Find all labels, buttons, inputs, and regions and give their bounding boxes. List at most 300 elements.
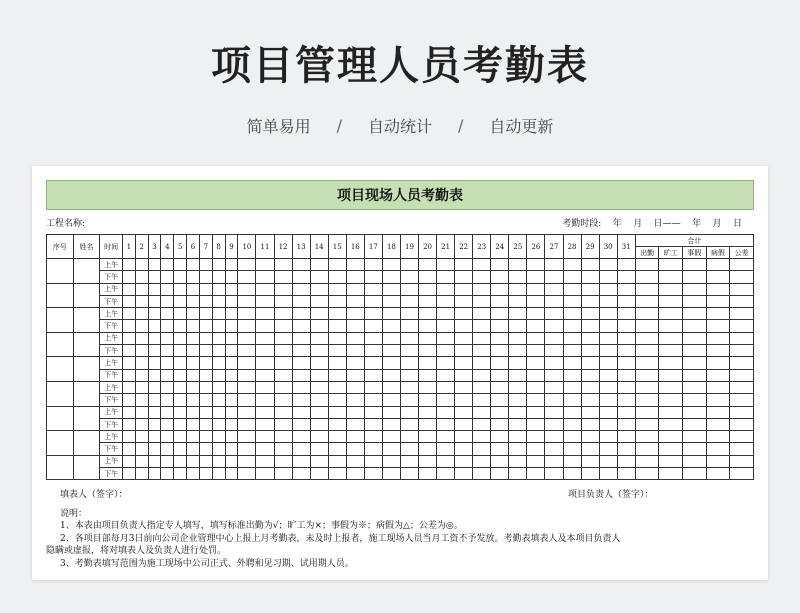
attendance-cell[interactable] [199, 443, 212, 455]
attendance-cell[interactable] [491, 320, 509, 332]
attendance-cell[interactable] [310, 320, 328, 332]
attendance-cell[interactable] [473, 259, 491, 271]
attendance-cell[interactable] [437, 431, 455, 443]
attendance-cell[interactable] [635, 259, 659, 271]
attendance-cell[interactable] [509, 308, 527, 320]
attendance-cell[interactable] [563, 406, 581, 418]
attendance-cell[interactable] [473, 406, 491, 418]
attendance-cell[interactable] [328, 308, 346, 320]
attendance-cell[interactable] [135, 394, 148, 406]
attendance-cell[interactable] [364, 320, 382, 332]
attendance-cell[interactable] [527, 443, 545, 455]
attendance-cell[interactable] [635, 431, 659, 443]
attendance-cell[interactable] [364, 259, 382, 271]
attendance-cell[interactable] [148, 455, 161, 467]
attendance-cell[interactable] [328, 295, 346, 307]
attendance-cell[interactable] [599, 418, 617, 430]
attendance-cell[interactable] [617, 394, 635, 406]
attendance-cell[interactable] [256, 394, 274, 406]
attendance-cell[interactable] [437, 259, 455, 271]
attendance-cell[interactable] [346, 369, 364, 381]
attendance-cell[interactable] [174, 443, 187, 455]
attendance-cell[interactable] [509, 369, 527, 381]
attendance-cell[interactable] [491, 369, 509, 381]
attendance-cell[interactable] [527, 259, 545, 271]
attendance-cell[interactable] [455, 283, 473, 295]
attendance-cell[interactable] [473, 271, 491, 283]
attendance-cell[interactable] [455, 259, 473, 271]
attendance-cell[interactable] [274, 369, 292, 381]
attendance-cell[interactable] [419, 345, 437, 357]
attendance-cell[interactable] [730, 345, 754, 357]
attendance-cell[interactable] [148, 406, 161, 418]
attendance-cell[interactable] [187, 468, 200, 480]
attendance-cell[interactable] [292, 332, 310, 344]
attendance-cell[interactable] [635, 369, 659, 381]
attendance-cell[interactable] [509, 381, 527, 393]
attendance-cell[interactable] [292, 369, 310, 381]
attendance-cell[interactable] [225, 283, 238, 295]
attendance-cell[interactable] [199, 259, 212, 271]
attendance-cell[interactable] [659, 468, 683, 480]
attendance-cell[interactable] [212, 271, 225, 283]
attendance-cell[interactable] [274, 320, 292, 332]
attendance-cell[interactable] [328, 369, 346, 381]
attendance-cell[interactable] [400, 320, 418, 332]
attendance-cell[interactable] [617, 271, 635, 283]
attendance-cell[interactable] [212, 455, 225, 467]
attendance-cell[interactable] [683, 394, 707, 406]
attendance-cell[interactable] [238, 443, 256, 455]
attendance-cell[interactable] [581, 381, 599, 393]
attendance-cell[interactable] [225, 308, 238, 320]
attendance-cell[interactable] [135, 369, 148, 381]
attendance-cell[interactable] [274, 271, 292, 283]
attendance-cell[interactable] [683, 283, 707, 295]
attendance-cell[interactable] [683, 259, 707, 271]
attendance-cell[interactable] [199, 283, 212, 295]
attendance-cell[interactable] [437, 369, 455, 381]
attendance-cell[interactable] [491, 418, 509, 430]
attendance-cell[interactable] [161, 431, 174, 443]
seq-cell[interactable] [47, 431, 74, 456]
attendance-cell[interactable] [187, 369, 200, 381]
attendance-cell[interactable] [437, 418, 455, 430]
attendance-cell[interactable] [659, 443, 683, 455]
attendance-cell[interactable] [455, 468, 473, 480]
name-cell[interactable] [73, 455, 100, 480]
attendance-cell[interactable] [730, 455, 754, 467]
attendance-cell[interactable] [310, 394, 328, 406]
attendance-cell[interactable] [161, 455, 174, 467]
attendance-cell[interactable] [527, 320, 545, 332]
attendance-cell[interactable] [274, 345, 292, 357]
attendance-cell[interactable] [238, 394, 256, 406]
attendance-cell[interactable] [161, 418, 174, 430]
attendance-cell[interactable] [187, 320, 200, 332]
attendance-cell[interactable] [225, 259, 238, 271]
attendance-cell[interactable] [455, 308, 473, 320]
attendance-cell[interactable] [238, 418, 256, 430]
attendance-cell[interactable] [122, 431, 135, 443]
attendance-cell[interactable] [364, 381, 382, 393]
attendance-cell[interactable] [274, 308, 292, 320]
attendance-cell[interactable] [346, 332, 364, 344]
attendance-cell[interactable] [509, 406, 527, 418]
attendance-cell[interactable] [122, 418, 135, 430]
attendance-cell[interactable] [545, 271, 563, 283]
attendance-cell[interactable] [491, 468, 509, 480]
attendance-cell[interactable] [382, 443, 400, 455]
attendance-cell[interactable] [563, 455, 581, 467]
attendance-cell[interactable] [382, 406, 400, 418]
attendance-cell[interactable] [328, 320, 346, 332]
attendance-cell[interactable] [256, 271, 274, 283]
attendance-cell[interactable] [683, 308, 707, 320]
attendance-cell[interactable] [683, 345, 707, 357]
attendance-cell[interactable] [364, 443, 382, 455]
attendance-cell[interactable] [382, 295, 400, 307]
attendance-cell[interactable] [509, 357, 527, 369]
attendance-cell[interactable] [545, 259, 563, 271]
attendance-cell[interactable] [659, 320, 683, 332]
attendance-cell[interactable] [683, 320, 707, 332]
attendance-cell[interactable] [382, 418, 400, 430]
attendance-cell[interactable] [437, 357, 455, 369]
attendance-cell[interactable] [346, 406, 364, 418]
attendance-cell[interactable] [473, 295, 491, 307]
attendance-cell[interactable] [187, 271, 200, 283]
attendance-cell[interactable] [473, 381, 491, 393]
attendance-cell[interactable] [187, 431, 200, 443]
attendance-cell[interactable] [225, 332, 238, 344]
attendance-cell[interactable] [238, 406, 256, 418]
attendance-cell[interactable] [419, 369, 437, 381]
attendance-cell[interactable] [310, 369, 328, 381]
attendance-cell[interactable] [292, 320, 310, 332]
attendance-cell[interactable] [274, 332, 292, 344]
attendance-cell[interactable] [225, 295, 238, 307]
attendance-cell[interactable] [346, 259, 364, 271]
attendance-cell[interactable] [581, 357, 599, 369]
attendance-cell[interactable] [706, 369, 730, 381]
attendance-cell[interactable] [473, 320, 491, 332]
attendance-cell[interactable] [174, 455, 187, 467]
attendance-cell[interactable] [238, 295, 256, 307]
attendance-cell[interactable] [187, 259, 200, 271]
attendance-cell[interactable] [199, 468, 212, 480]
attendance-cell[interactable] [400, 283, 418, 295]
attendance-cell[interactable] [310, 357, 328, 369]
attendance-cell[interactable] [310, 259, 328, 271]
attendance-cell[interactable] [256, 295, 274, 307]
attendance-cell[interactable] [364, 431, 382, 443]
attendance-cell[interactable] [419, 283, 437, 295]
attendance-cell[interactable] [364, 418, 382, 430]
attendance-cell[interactable] [256, 320, 274, 332]
attendance-cell[interactable] [148, 431, 161, 443]
attendance-cell[interactable] [545, 431, 563, 443]
attendance-cell[interactable] [212, 381, 225, 393]
attendance-cell[interactable] [148, 332, 161, 344]
attendance-cell[interactable] [563, 308, 581, 320]
attendance-cell[interactable] [509, 455, 527, 467]
attendance-cell[interactable] [527, 283, 545, 295]
attendance-cell[interactable] [491, 308, 509, 320]
attendance-cell[interactable] [419, 468, 437, 480]
attendance-cell[interactable] [122, 345, 135, 357]
attendance-cell[interactable] [199, 431, 212, 443]
attendance-cell[interactable] [238, 431, 256, 443]
attendance-cell[interactable] [148, 308, 161, 320]
attendance-cell[interactable] [659, 271, 683, 283]
attendance-cell[interactable] [491, 295, 509, 307]
attendance-cell[interactable] [135, 455, 148, 467]
attendance-cell[interactable] [346, 468, 364, 480]
attendance-cell[interactable] [346, 295, 364, 307]
attendance-cell[interactable] [310, 332, 328, 344]
attendance-cell[interactable] [161, 295, 174, 307]
attendance-cell[interactable] [328, 418, 346, 430]
attendance-cell[interactable] [274, 381, 292, 393]
attendance-cell[interactable] [135, 406, 148, 418]
attendance-cell[interactable] [545, 468, 563, 480]
attendance-cell[interactable] [635, 320, 659, 332]
attendance-cell[interactable] [256, 468, 274, 480]
attendance-cell[interactable] [509, 394, 527, 406]
attendance-cell[interactable] [256, 283, 274, 295]
attendance-cell[interactable] [346, 418, 364, 430]
attendance-cell[interactable] [256, 308, 274, 320]
attendance-cell[interactable] [212, 406, 225, 418]
attendance-cell[interactable] [212, 259, 225, 271]
attendance-cell[interactable] [599, 381, 617, 393]
attendance-cell[interactable] [545, 332, 563, 344]
attendance-cell[interactable] [135, 283, 148, 295]
attendance-cell[interactable] [364, 357, 382, 369]
attendance-cell[interactable] [545, 418, 563, 430]
attendance-cell[interactable] [527, 418, 545, 430]
attendance-cell[interactable] [491, 357, 509, 369]
attendance-cell[interactable] [328, 431, 346, 443]
attendance-cell[interactable] [212, 295, 225, 307]
attendance-cell[interactable] [310, 271, 328, 283]
attendance-cell[interactable] [599, 283, 617, 295]
attendance-cell[interactable] [617, 332, 635, 344]
attendance-cell[interactable] [581, 259, 599, 271]
attendance-cell[interactable] [238, 468, 256, 480]
attendance-cell[interactable] [187, 418, 200, 430]
attendance-cell[interactable] [509, 320, 527, 332]
attendance-cell[interactable] [659, 357, 683, 369]
attendance-cell[interactable] [527, 345, 545, 357]
attendance-cell[interactable] [174, 357, 187, 369]
attendance-cell[interactable] [346, 455, 364, 467]
attendance-cell[interactable] [455, 381, 473, 393]
attendance-cell[interactable] [382, 369, 400, 381]
attendance-cell[interactable] [274, 394, 292, 406]
attendance-cell[interactable] [148, 320, 161, 332]
attendance-cell[interactable] [683, 381, 707, 393]
attendance-cell[interactable] [292, 406, 310, 418]
attendance-cell[interactable] [122, 455, 135, 467]
attendance-cell[interactable] [599, 443, 617, 455]
attendance-cell[interactable] [455, 418, 473, 430]
attendance-cell[interactable] [274, 443, 292, 455]
attendance-cell[interactable] [635, 332, 659, 344]
attendance-cell[interactable] [563, 443, 581, 455]
attendance-cell[interactable] [545, 295, 563, 307]
attendance-cell[interactable] [225, 345, 238, 357]
attendance-cell[interactable] [238, 332, 256, 344]
attendance-cell[interactable] [545, 283, 563, 295]
attendance-cell[interactable] [509, 345, 527, 357]
attendance-cell[interactable] [382, 357, 400, 369]
attendance-cell[interactable] [364, 308, 382, 320]
name-cell[interactable] [73, 308, 100, 333]
attendance-cell[interactable] [419, 406, 437, 418]
attendance-cell[interactable] [473, 283, 491, 295]
attendance-cell[interactable] [527, 431, 545, 443]
attendance-cell[interactable] [509, 283, 527, 295]
attendance-cell[interactable] [346, 357, 364, 369]
attendance-cell[interactable] [212, 468, 225, 480]
attendance-cell[interactable] [599, 357, 617, 369]
attendance-cell[interactable] [491, 443, 509, 455]
attendance-cell[interactable] [659, 308, 683, 320]
attendance-cell[interactable] [225, 431, 238, 443]
attendance-cell[interactable] [659, 418, 683, 430]
attendance-cell[interactable] [706, 394, 730, 406]
attendance-cell[interactable] [292, 357, 310, 369]
attendance-cell[interactable] [635, 271, 659, 283]
attendance-cell[interactable] [122, 283, 135, 295]
attendance-cell[interactable] [635, 381, 659, 393]
attendance-cell[interactable] [310, 295, 328, 307]
attendance-cell[interactable] [659, 431, 683, 443]
attendance-cell[interactable] [364, 332, 382, 344]
attendance-cell[interactable] [238, 381, 256, 393]
attendance-cell[interactable] [706, 345, 730, 357]
attendance-cell[interactable] [683, 443, 707, 455]
attendance-cell[interactable] [491, 381, 509, 393]
name-cell[interactable] [73, 381, 100, 406]
attendance-cell[interactable] [706, 283, 730, 295]
attendance-cell[interactable] [599, 332, 617, 344]
attendance-cell[interactable] [659, 345, 683, 357]
attendance-cell[interactable] [706, 431, 730, 443]
attendance-cell[interactable] [187, 443, 200, 455]
attendance-cell[interactable] [455, 295, 473, 307]
attendance-cell[interactable] [706, 381, 730, 393]
attendance-cell[interactable] [148, 468, 161, 480]
attendance-cell[interactable] [122, 271, 135, 283]
attendance-cell[interactable] [581, 320, 599, 332]
attendance-cell[interactable] [174, 295, 187, 307]
attendance-cell[interactable] [599, 369, 617, 381]
attendance-cell[interactable] [310, 381, 328, 393]
attendance-cell[interactable] [346, 345, 364, 357]
attendance-cell[interactable] [328, 455, 346, 467]
attendance-cell[interactable] [148, 394, 161, 406]
attendance-cell[interactable] [617, 381, 635, 393]
attendance-cell[interactable] [419, 357, 437, 369]
attendance-cell[interactable] [225, 418, 238, 430]
attendance-cell[interactable] [161, 332, 174, 344]
attendance-cell[interactable] [328, 443, 346, 455]
attendance-cell[interactable] [292, 431, 310, 443]
attendance-cell[interactable] [148, 418, 161, 430]
attendance-cell[interactable] [346, 308, 364, 320]
attendance-cell[interactable] [346, 271, 364, 283]
attendance-cell[interactable] [122, 406, 135, 418]
attendance-cell[interactable] [135, 295, 148, 307]
attendance-cell[interactable] [212, 369, 225, 381]
seq-cell[interactable] [47, 381, 74, 406]
attendance-cell[interactable] [437, 443, 455, 455]
attendance-cell[interactable] [545, 345, 563, 357]
attendance-cell[interactable] [437, 394, 455, 406]
attendance-cell[interactable] [382, 431, 400, 443]
attendance-cell[interactable] [199, 394, 212, 406]
attendance-cell[interactable] [199, 418, 212, 430]
attendance-cell[interactable] [730, 295, 754, 307]
attendance-cell[interactable] [212, 357, 225, 369]
attendance-cell[interactable] [419, 431, 437, 443]
attendance-cell[interactable] [364, 468, 382, 480]
attendance-cell[interactable] [382, 283, 400, 295]
attendance-cell[interactable] [310, 468, 328, 480]
attendance-cell[interactable] [187, 357, 200, 369]
attendance-cell[interactable] [122, 308, 135, 320]
attendance-cell[interactable] [135, 468, 148, 480]
attendance-cell[interactable] [256, 406, 274, 418]
attendance-cell[interactable] [161, 468, 174, 480]
attendance-cell[interactable] [730, 332, 754, 344]
name-cell[interactable] [73, 283, 100, 308]
attendance-cell[interactable] [148, 295, 161, 307]
attendance-cell[interactable] [437, 271, 455, 283]
attendance-cell[interactable] [599, 468, 617, 480]
attendance-cell[interactable] [617, 259, 635, 271]
attendance-cell[interactable] [212, 443, 225, 455]
attendance-cell[interactable] [135, 259, 148, 271]
attendance-cell[interactable] [135, 431, 148, 443]
attendance-cell[interactable] [527, 357, 545, 369]
attendance-cell[interactable] [545, 394, 563, 406]
attendance-cell[interactable] [509, 431, 527, 443]
attendance-cell[interactable] [581, 455, 599, 467]
attendance-cell[interactable] [659, 283, 683, 295]
attendance-cell[interactable] [256, 259, 274, 271]
attendance-cell[interactable] [455, 406, 473, 418]
attendance-cell[interactable] [212, 394, 225, 406]
attendance-cell[interactable] [683, 455, 707, 467]
attendance-cell[interactable] [256, 455, 274, 467]
attendance-cell[interactable] [683, 369, 707, 381]
attendance-cell[interactable] [199, 332, 212, 344]
attendance-cell[interactable] [730, 320, 754, 332]
attendance-cell[interactable] [328, 394, 346, 406]
attendance-cell[interactable] [161, 357, 174, 369]
attendance-cell[interactable] [455, 357, 473, 369]
attendance-cell[interactable] [238, 357, 256, 369]
attendance-cell[interactable] [148, 357, 161, 369]
attendance-cell[interactable] [274, 283, 292, 295]
attendance-cell[interactable] [419, 381, 437, 393]
attendance-cell[interactable] [187, 283, 200, 295]
attendance-cell[interactable] [455, 320, 473, 332]
